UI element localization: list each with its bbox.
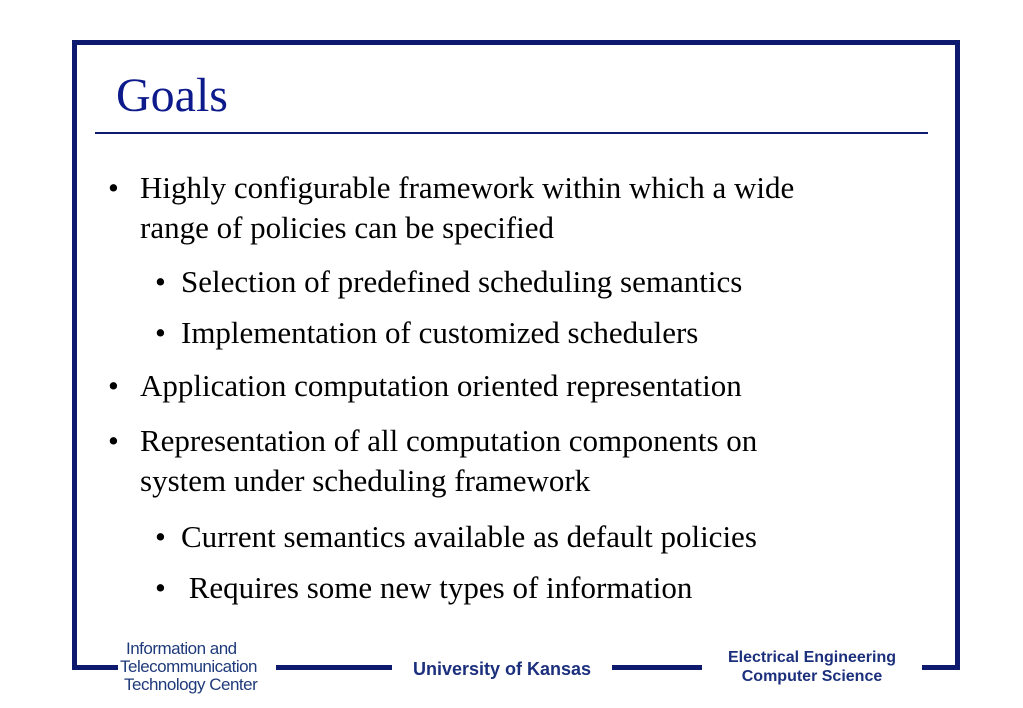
bullet-3-line-1: Representation of all computation components on [140, 423, 758, 458]
bullet-3-line-2: system under scheduling framework [140, 463, 591, 498]
bullet-dot: • [155, 519, 166, 554]
sub-bullet-1 [155, 262, 743, 302]
bullet-3 [108, 421, 758, 501]
bullet-dot: • [155, 264, 166, 299]
bullet-2 [108, 366, 742, 406]
slide-title: Goals [116, 69, 228, 122]
itc-logo-line-2: Telecommunication [120, 657, 258, 676]
bullet-dot: • [108, 423, 119, 458]
itc-logo-line-1: Information and [126, 639, 237, 658]
university-label: University of Kansas [392, 656, 612, 682]
sub-bullet-4 [155, 568, 693, 608]
sub-bullet-2-text: Implementation of customized schedulers [181, 315, 699, 350]
sub-bullet-4-text: Requires some new types of information [181, 570, 693, 605]
title-underline [95, 132, 928, 134]
itc-logo [118, 637, 276, 695]
department-line-1: Electrical Engineering [727, 649, 897, 666]
department-label [702, 648, 922, 692]
bullet-1-line-1: Highly configurable framework within which a wide [140, 170, 795, 205]
department-line-2: Computer Science [741, 668, 883, 685]
slide-frame-right [955, 40, 960, 670]
bullet-dot: • [108, 368, 119, 403]
bullet-2-line-1: Application computation oriented representation [140, 368, 742, 403]
bullet-dot: • [155, 315, 166, 350]
sub-bullet-2 [155, 313, 699, 353]
slide-frame-left [72, 40, 77, 670]
sub-bullet-3-text: Current semantics available as default policies [181, 519, 757, 554]
itc-logo-line-3: Technology Center [124, 675, 258, 694]
bullet-dot: • [108, 170, 119, 205]
bullet-dot: • [155, 570, 166, 605]
sub-bullet-1-text: Selection of predefined scheduling semantics [181, 264, 743, 299]
bullet-1 [108, 168, 795, 248]
sub-bullet-3 [155, 517, 757, 557]
slide-frame-top [72, 40, 960, 45]
bullet-1-line-2: range of policies can be specified [140, 210, 555, 245]
